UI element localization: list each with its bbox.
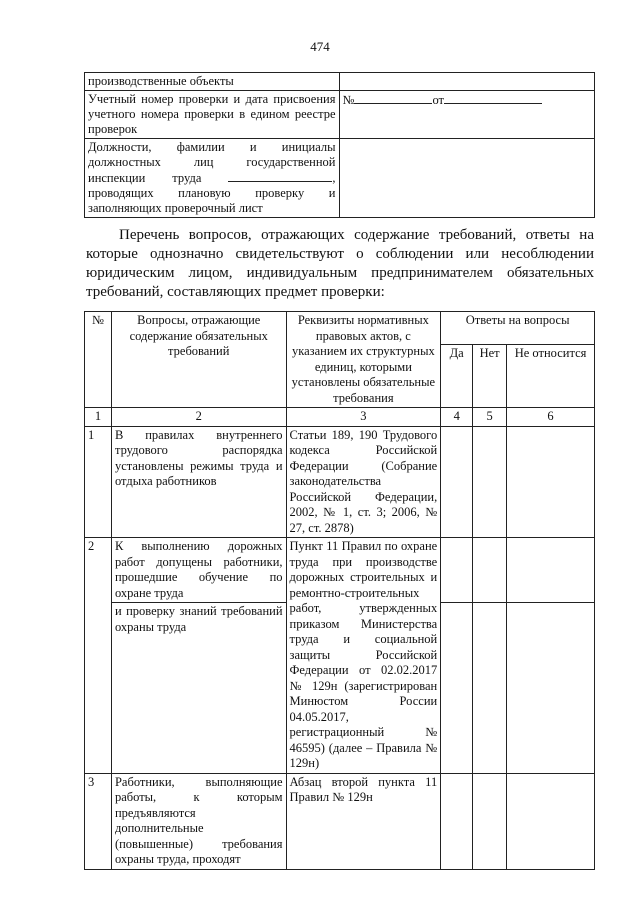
header-yes: Да (441, 345, 473, 408)
header-no: Нет (473, 345, 507, 408)
row-1-answer-yes[interactable] (441, 426, 473, 538)
info-value-check-number[interactable] (339, 91, 595, 139)
col-number-2: 2 (111, 408, 286, 427)
page-number: 474 (310, 39, 330, 54)
info-value-inspectors[interactable] (339, 139, 595, 218)
row-2a-answer-na[interactable] (507, 538, 595, 603)
row-3-question: Работники, выполняющие работы, к которым предъявляются дополнительные (повышенные) требования охраны труда, проходят (111, 773, 286, 869)
row-2-question-a: К выполнению дорожных работ допущены работники, прошедшие обучение по охране труда (111, 538, 286, 603)
row-1-answer-no[interactable] (473, 426, 507, 538)
row-3-num: 3 (85, 773, 112, 869)
info-label-objects: производственные объекты (85, 73, 340, 91)
date-blank-line (444, 92, 542, 104)
inspectors-label-comma: , (332, 171, 336, 185)
questions-table (84, 311, 595, 870)
info-row-inspectors (85, 139, 595, 218)
intro-paragraph: Перечень вопросов, отражающих содержание требований, ответы на которые однозначно свидетельствуют о соблюдении или несоблюдении юридическим лицом, индивидуальным предпринимателем обязательных требований, составляющих предмет проверки: (86, 227, 594, 300)
row-2a-answer-yes[interactable] (441, 538, 473, 603)
row-2a-answer-no[interactable] (473, 538, 507, 603)
col-number-4: 4 (441, 408, 473, 427)
table-row (85, 773, 595, 869)
header-na: Не относится (507, 345, 595, 408)
row-2b-answer-no[interactable] (473, 603, 507, 774)
header-requisites: Реквизиты нормативных правовых актов, с указанием их структурных единиц, которыми установлены обязательные требования (286, 312, 441, 408)
info-value-objects (339, 73, 595, 91)
table-row (85, 538, 595, 603)
table-row (85, 426, 595, 538)
info-label-inspectors (85, 139, 340, 218)
number-blank-line (354, 92, 432, 104)
row-3-answer-no[interactable] (473, 773, 507, 869)
info-row-check-number (85, 91, 595, 139)
inspectors-label-part1: Должности, фамилии и инициалы должностных лиц государственной инспекции труда (88, 140, 336, 185)
row-3-answer-na[interactable] (507, 773, 595, 869)
row-3-answer-yes[interactable] (441, 773, 473, 869)
header-row (85, 312, 595, 345)
date-prefix: от (432, 93, 444, 107)
row-2-requisites: Пункт 11 Правил по охране труда при производстве дорожных строительных и ремонтно-строительных работ, утвержденных приказом Министерства труда и социальной защиты Российской Федерации от 02.02.2017 № 129н (зарегистрирован Минюстом России 04.05.2017, регистрационный № 46595) (далее – Правила № 129н) (286, 538, 441, 774)
info-row-objects (85, 73, 595, 91)
column-numbers-row (85, 408, 595, 427)
row-2-question-b: и проверку знаний требований охраны труда (111, 603, 286, 774)
row-2b-answer-yes[interactable] (441, 603, 473, 774)
row-3-requisites: Абзац второй пункта 11 Правил № 129н (286, 773, 441, 869)
number-sign: № (342, 93, 355, 107)
col-number-1: 1 (85, 408, 112, 427)
row-1-num: 1 (85, 426, 112, 538)
col-number-6: 6 (507, 408, 595, 427)
row-2b-answer-na[interactable] (507, 603, 595, 774)
col-number-5: 5 (473, 408, 507, 427)
inspection-info-table (84, 72, 595, 218)
inspectors-blank-line (228, 170, 332, 182)
row-1-question: В правилах внутреннего трудового распорядка установлены режимы труда и отдыха работников (111, 426, 286, 538)
row-2-num: 2 (85, 538, 112, 774)
inspectors-label-part2: проводящих плановую проверку и заполняющих проверочный лист (88, 186, 336, 215)
info-label-check-number: Учетный номер проверки и дата присвоения учетного номера проверки в едином реестре проверок (85, 91, 340, 139)
row-1-requisites: Статьи 189, 190 Трудового кодекса Российской Федерации (Собрание законодательства Российской Федерации, 2002, № 1, ст. 3; 2006, № 27, ст. 2878) (286, 426, 441, 538)
header-question: Вопросы, отражающие содержание обязательных требований (111, 312, 286, 408)
col-number-3: 3 (286, 408, 441, 427)
header-num: № (85, 312, 112, 408)
row-1-answer-na[interactable] (507, 426, 595, 538)
header-answers: Ответы на вопросы (441, 312, 595, 345)
